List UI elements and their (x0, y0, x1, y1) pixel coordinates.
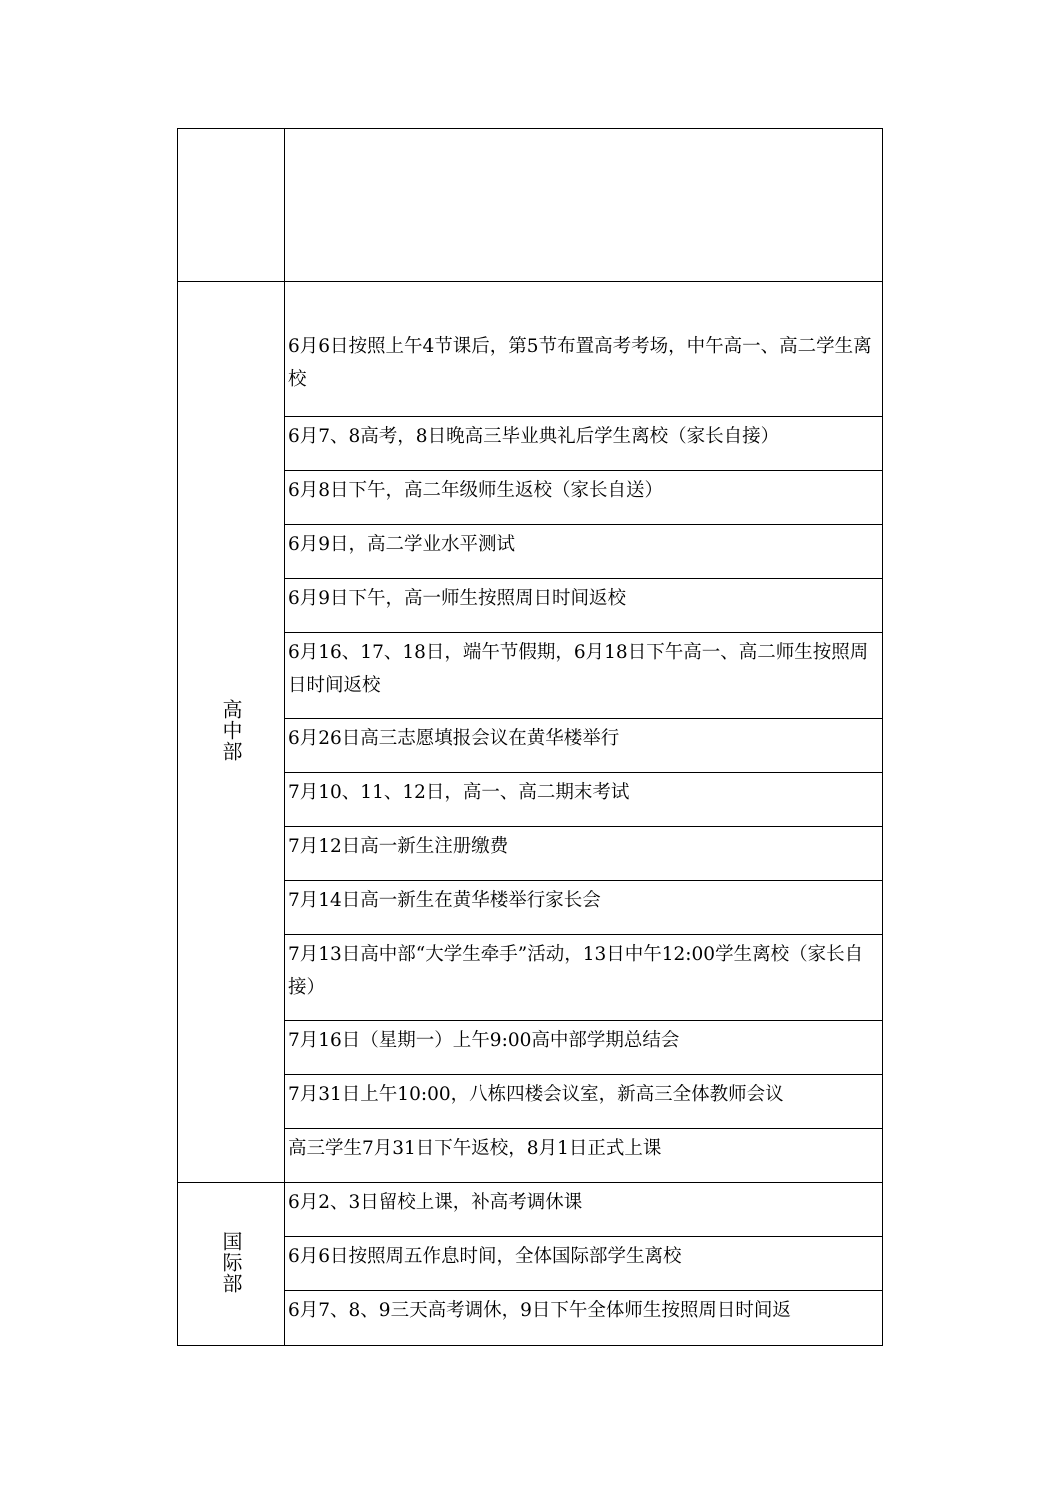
table-row (178, 1183, 883, 1237)
schedule-item-text: 6月26日高三志愿填报会议在黄华楼举行 (288, 728, 620, 749)
schedule-item (285, 633, 883, 719)
dept-name-international: 国际部 (219, 1230, 243, 1294)
dept-name-high-school: 高中部 (219, 698, 243, 762)
schedule-item-text: 6月6日按照上午4节课后，第5节布置高考考场，中午高一、高二学生离校 (288, 336, 872, 390)
schedule-item-text: 7月14日高一新生在黄华楼举行家长会 (288, 890, 601, 911)
schedule-item-text: 6月2、3日留校上课，补高考调休课 (288, 1192, 583, 1213)
schedule-item (285, 827, 883, 881)
schedule-item-text: 6月16、17、18日，端午节假期，6月18日下午高一、高二师生按照周日时间返校 (288, 642, 869, 696)
schedule-item (285, 471, 883, 525)
schedule-item (285, 881, 883, 935)
dept-cell-empty (178, 129, 285, 282)
schedule-item-text: 6月8日下午，高二年级师生返校（家长自送） (288, 480, 664, 501)
item-cell-empty (285, 129, 883, 282)
schedule-item (285, 1183, 883, 1237)
schedule-item (285, 773, 883, 827)
schedule-item-text: 7月12日高一新生注册缴费 (288, 836, 509, 857)
table-row (178, 129, 883, 282)
schedule-item-text: 6月7、8高考，8日晚高三毕业典礼后学生离校（家长自接） (288, 426, 780, 447)
schedule-item (285, 1021, 883, 1075)
schedule-item-text: 6月9日，高二学业水平测试 (288, 534, 516, 555)
schedule-item-text: 6月7、8、9三天高考调休，9日下午全体师生按照周日时间返 (288, 1300, 791, 1321)
schedule-item (285, 282, 883, 417)
dept-cell-high-school (178, 282, 285, 1183)
schedule-item-text: 7月31日上午10:00，八栋四楼会议室，新高三全体教师会议 (288, 1084, 784, 1105)
schedule-item (285, 525, 883, 579)
schedule-item (285, 1237, 883, 1291)
schedule-item (285, 1291, 883, 1346)
schedule-item-text: 7月16日（星期一）上午9:00高中部学期总结会 (288, 1030, 680, 1051)
table-row (178, 282, 883, 417)
schedule-item (285, 417, 883, 471)
schedule-table (177, 128, 883, 1346)
schedule-item-text: 6月6日按照周五作息时间，全体国际部学生离校 (288, 1246, 682, 1267)
schedule-item (285, 1075, 883, 1129)
schedule-item (285, 579, 883, 633)
schedule-item (285, 719, 883, 773)
schedule-item-text: 7月10、11、12日，高一、高二期末考试 (288, 782, 630, 803)
dept-cell-international (178, 1183, 285, 1346)
schedule-item-text: 7月13日高中部“大学生牵手”活动，13日中午12:00学生离校（家长自接） (288, 944, 864, 998)
schedule-item-text: 6月9日下午，高一师生按照周日时间返校 (288, 588, 627, 609)
schedule-item (285, 1129, 883, 1183)
schedule-item (285, 935, 883, 1021)
schedule-item-text: 高三学生7月31日下午返校，8月1日正式上课 (288, 1138, 662, 1159)
